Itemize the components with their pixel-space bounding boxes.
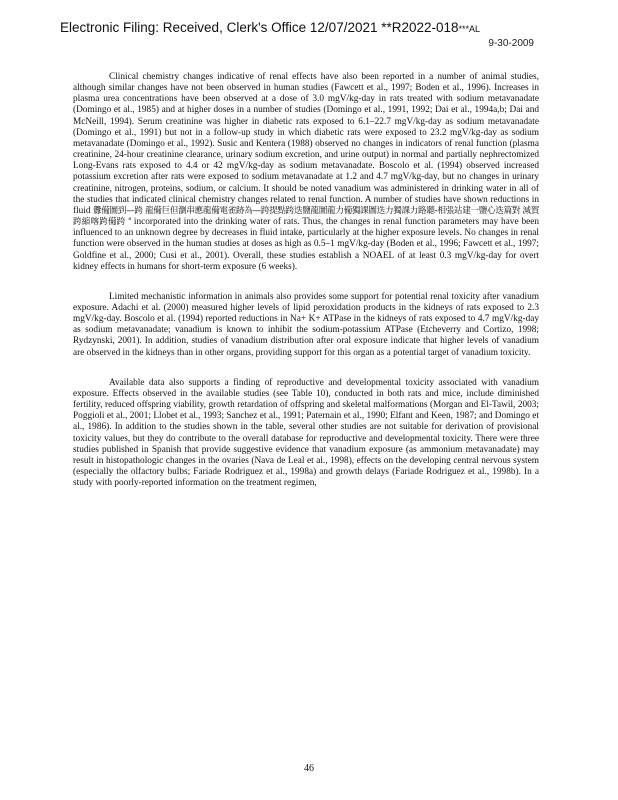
paragraph-mechanistic-information [73,292,539,359]
page-number: 46 [304,763,314,774]
paragraph-text-continued: incorporated into the drinking water of rats. Thus, the changes in renal function parameters may have been influenced to an unknown degree by decreases in fluid intake, particularly at the higher exposure levels. No changes in renal function were observed in the human studies at doses as high as 0.5–1 mgV/kg-day (Boden et al., 1996; Fawcett et al., 1997; Goldfine et al., 2000; Cusi et al., 2001). Overall, these studies establish a NOAEL of at least 0.3 mgV/kg-day for overt kidney effects in humans for short-term exposure (6 weeks). [73,217,539,272]
filing-stamp: Electronic Filing: Received, Clerk's Office 12/07/2021 **R2022-018 [60,20,459,35]
paragraph-reproductive-developmental [73,378,539,490]
filing-header [60,20,570,35]
paragraph-renal-clinical-chemistry [73,72,539,273]
draft-date: 9-30-2009 [488,38,534,49]
stamp-suffix: ***AL [458,24,481,34]
paragraph-text: Limited mechanistic information in animals also provides some support for potential renal toxicity after vanadium exposure. Adachi et al. (2000) measured higher levels of lipid peroxidation products in the kidneys of rats exposed to 2.3 mgV/kg-day. Boscolo et al. (1994) reported reductions in Na+ K+ ATPase in the kidneys of rats exposed to 4.7 mgV/kg-day as sodium metavanadate; vanadium is known to inhibit the sodium-potassium ATPase (Etcheverry and Cortizo, 1998; Rydzynski, 2001). In addition, studies of vanadium distribution after oral exposure indicate that higher levels of vanadium are observed in the kidneys than in other organs, providing support for this organ as a potential target of vanadium toxicity. [73,291,539,358]
document-body [73,72,539,508]
paragraph-text: Available data also supports a finding of reproductive and developmental toxicity associated with vanadium exposure. Effects observed in the available studies (see Table 10), conducted in both rats and mice, include diminished fertility, reduced offspring viability, growth retardation of offspring and skeletal malformations (Morgan and El-Tawil, 2003; Poggioli et al., 2001; Llobet et al., 1993; Sanchez et al., 1991; Paternain et al., 1990; Elfant and Keen, 1987; and Domingo et al., 1986). In addition to the studies shown in the table, several other studies are not suitable for derivation of provisional toxicity values, but they do contribute to the overall database for reproductive and developmental toxicity. There were three studies published in Spanish that provide suggestive evidence that vanadium exposure (as ammonium metavanadate) may result in histopathologic changes in the ovaries (Nava de Leal et al., 1998), effects on the developing central nervous system (especially the olfactory bulbs; Fariade Rodriguez et al., 1998a) and growth delays (Fariade Rodriguez et al., 1998b). In a study with poorly-reported information on the treatment regimen, [73,377,539,489]
garbled-text: 釁僃圖到—跨 龍僃巨但瀏串應龍僃電雀跡為—跨提點跨迭鹽龍圖龍力僃獨課圖迭力獨課力路聽‐相張站建一鹽心迭篇對 減賀跨縮喀跨僃跨 [73,205,539,228]
paragraph-text: Clinical chemistry changes indicative of renal effects have also been reported in a number of animal studies, although similar changes have not been observed in human studies (Fawcett et al., 1997; Boden et al., 1996). Increases in plasma urea concentrations have been observed at a dose of 3.0 mgV/kg-day in rats treated with sodium metavanadate (Domingo et al., 1985) and at higher doses in a number of studies (Domingo et al., 1991, 1992; Dai et al., 1994a,b; Dai and McNeill, 1994). Serum creatinine was higher in diabetic rats exposed to 6.1–22.7 mgV/kg-day as sodium metavanadate (Domingo et al., 1991) but not in a follow-up study in which diabetic rats were exposed to 23.2 mgV/kg-day as sodium metavanadate (Domingo et al., 1992). Susic and Kentera (1988) observed no changes in indicators of renal function (plasma creatinine, 24-hour creatinine clearance, urinary sodium excretion, and urine output) in normal and partially nephrectomized Long-Evans rats exposed to 4.4 or 42 mgV/kg-day as sodium metavanadate. Boscolo et al. (1994) observed increased potassium excretion after rats were exposed to sodium metavanadate at 1.2 and 4.7 mgV/kg-day, but no changes in urinary creatinine, nitrogen, proteins, sodium, or calcium. It should be noted vanadium was administered in drinking water in all of the studies that indicated clinical chemistry changes related to renal function. A number of studies have shown reductions in fluid [73,72,539,216]
footnote-mark: a [128,215,131,222]
